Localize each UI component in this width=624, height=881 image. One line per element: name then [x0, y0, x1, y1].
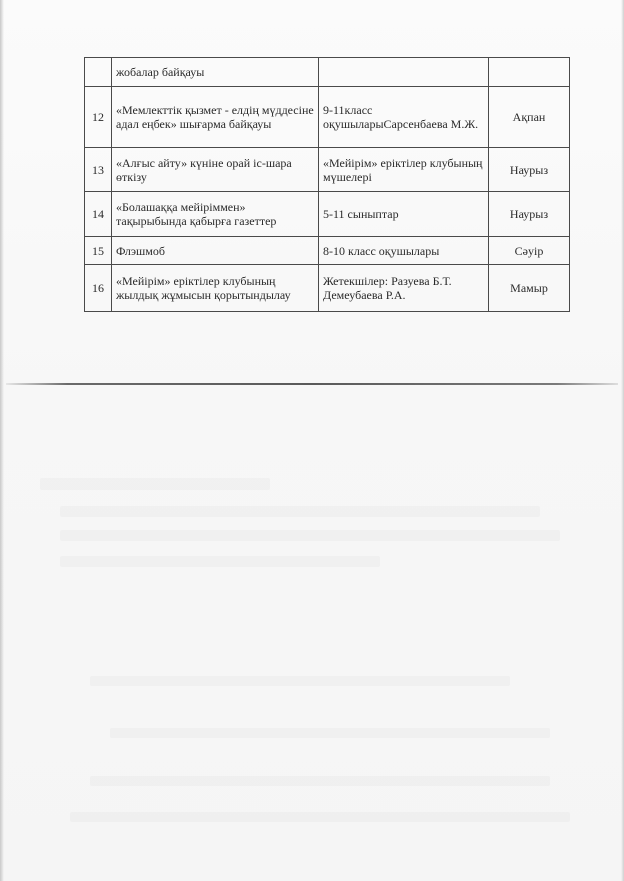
table-row	[85, 192, 570, 237]
event-date	[489, 58, 570, 87]
page-break-line	[6, 383, 618, 385]
bleed-through-mark	[60, 530, 560, 541]
page-edge-shadow-left	[0, 0, 4, 881]
participants: 8-10 класс оқушылары	[319, 237, 489, 265]
bleed-through-mark	[90, 676, 510, 686]
row-number: 15	[85, 237, 112, 265]
row-number: 14	[85, 192, 112, 237]
row-number	[85, 58, 112, 87]
table-row	[85, 87, 570, 148]
bleed-through-mark	[60, 506, 540, 517]
bleed-through-mark	[40, 478, 270, 490]
bleed-through-mark	[90, 776, 550, 786]
table-row	[85, 237, 570, 265]
participants	[319, 58, 489, 87]
event-name: «Мемлекттік қызмет - елдің мүддесіне адал еңбек» шығарма байқауы	[112, 87, 319, 148]
row-number: 16	[85, 265, 112, 312]
event-name: «Болашаққа мейіріммен» тақырыбында қабырға газеттер	[112, 192, 319, 237]
participants: Жетекшілер: Разуева Б.Т. Демеубаева Р.А.	[319, 265, 489, 312]
table-row	[85, 58, 570, 87]
participants: 9-11класс оқушыларыСарсенбаева М.Ж.	[319, 87, 489, 148]
event-date: Мамыр	[489, 265, 570, 312]
bleed-through-mark	[60, 556, 380, 567]
event-name: Флэшмоб	[112, 237, 319, 265]
table-row	[85, 265, 570, 312]
event-date: Наурыз	[489, 148, 570, 192]
participants: «Мейірім» еріктілер клубының мүшелері	[319, 148, 489, 192]
event-date: Сәуір	[489, 237, 570, 265]
table-row	[85, 148, 570, 192]
event-name: жобалар байқауы	[112, 58, 319, 87]
event-plan-table	[84, 57, 570, 312]
participants: 5-11 сыныптар	[319, 192, 489, 237]
bleed-through-mark	[70, 812, 570, 822]
row-number: 13	[85, 148, 112, 192]
event-name: «Мейірім» еріктілер клубының жылдық жұмысын қорытындылау	[112, 265, 319, 312]
event-name: «Алғыс айту» күніне орай іс-шара өткізу	[112, 148, 319, 192]
row-number: 12	[85, 87, 112, 148]
event-date: Ақпан	[489, 87, 570, 148]
event-date: Наурыз	[489, 192, 570, 237]
bleed-through-mark	[110, 728, 550, 738]
